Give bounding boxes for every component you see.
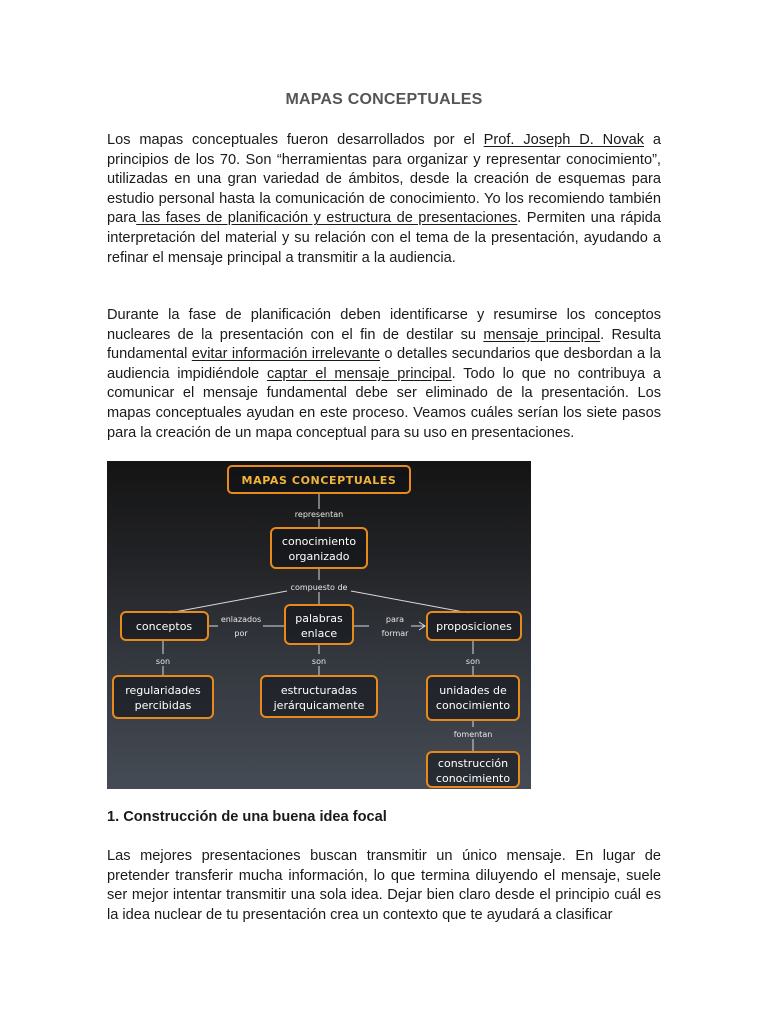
node-unidades-conocimiento [427,676,519,720]
node-label: regularidades [125,684,201,697]
novak-link[interactable]: Prof. Joseph D. Novak [483,132,645,148]
link-label: representan [294,510,344,519]
capture-main-message-link[interactable]: captar el mensaje principal [266,365,452,382]
text-span: . Resulta fundamental [107,326,661,363]
text-span: Los mapas conceptuales fueron desarrollados por el [107,132,484,148]
text-span: o detalles secundarios que desbordan a la audiencia impidiéndole [107,346,661,382]
text-span: Durante la fase de planificación deben identificarse y resumirse los conceptos nucleares de la presentación con el fin de destilar su [107,307,661,343]
link-label: compuesto de [290,583,348,592]
link-label: son [311,657,327,666]
focal-idea-paragraph: Las mejores presentaciones buscan transmitir un único mensaje. En lugar de pretender transferir mucha información, lo que termina diluyendo el mensaje, suele ser mejor intentar transmitir una sola idea. Dejar bien claro desde el principio cuál es la idea nuclear de tu presentación crea un contexto que te ayudará a clasificar [107,848,661,923]
link-label: formar [381,629,409,638]
planning-paragraph [107,306,661,443]
link-label: enlazados [220,615,262,624]
text-span: a principios de los 70. Son “herramientas para organizar y representar conocimiento”, utilizadas en una gran variedad de ámbitos, desde la creación de esquemas para estudio personal hasta la comunicación de conocimiento. Yo los recomiendo también para [107,132,661,227]
link-label: fomentan [453,730,493,739]
node-label: palabras [295,612,343,625]
intro-paragraph [107,131,661,268]
connector-line [351,591,469,613]
link-label: son [155,657,171,666]
connector-line [169,591,287,613]
section-heading: 1. Construcción de una buena idea focal [107,809,387,825]
node-label: conocimiento [435,699,511,712]
main-message-link[interactable]: mensaje principal [483,326,601,343]
node-label: conceptos [135,620,193,633]
presentation-phases-link[interactable]: las fases de planificación y estructura de presentaciones [136,210,518,227]
node-label: conocimiento [281,535,357,548]
text-span: . Todo lo que no contribuya a comunicar el mensaje fundamental debe ser eliminado de la presentación. Los mapas conceptuales ayudan en este proceso. Veamos cuáles serían los siete pasos para la creación de un mapa conceptual para su uso en presentaciones. [107,365,662,441]
node-label: jerárquicamente [273,699,365,712]
node-label: construcción [437,757,509,770]
concept-map-diagram [107,461,531,789]
node-label: estructuradas [280,684,358,697]
node-label: proposiciones [436,620,512,633]
link-label: por [234,629,248,638]
node-label: percibidas [134,699,192,712]
node-label: unidades de [439,684,507,697]
page-title: MAPAS CONCEPTUALES [285,91,483,108]
avoid-irrelevant-info-link[interactable]: evitar información irrelevante [191,346,380,363]
node-label: enlace [300,627,338,640]
root-node-label: MAPAS CONCEPTUALES [241,474,397,487]
concept-map-figure [107,461,531,789]
link-label: son [465,657,481,666]
text-span: . Permiten una rápida interpretación del material y su relación con el tema de la presentación, ayudando a refinar el mensaje principal a transmitir a la audiencia. [107,210,661,266]
node-label: organizado [288,550,350,563]
node-label: conocimiento [435,772,511,785]
link-label: para [385,615,405,624]
